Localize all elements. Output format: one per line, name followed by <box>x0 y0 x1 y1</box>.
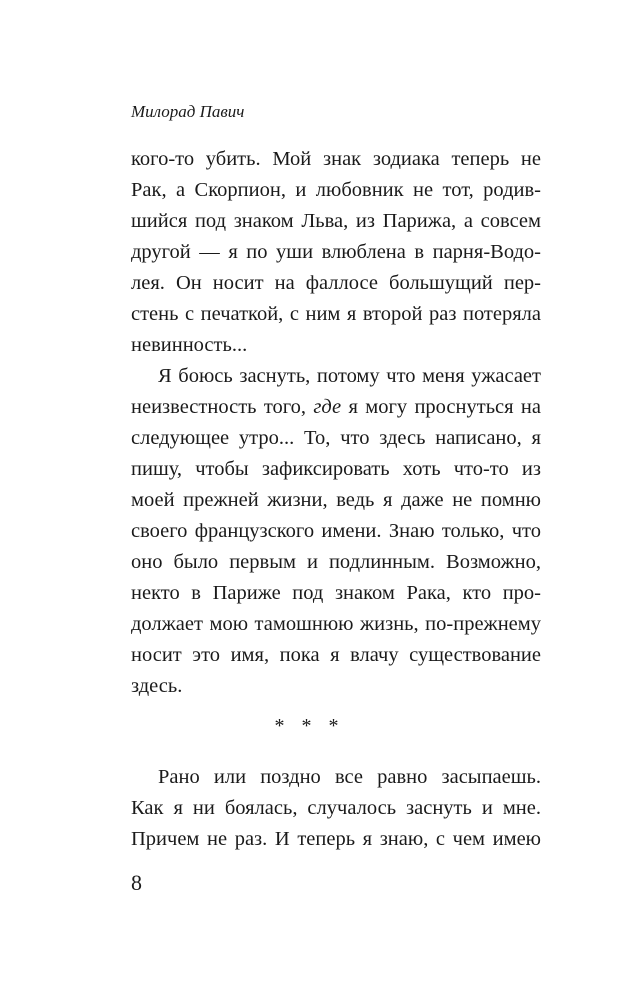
text-line: некто в Париже под знаком Рака, кто про- <box>131 582 541 604</box>
text-line: Я боюсь заснуть, потому что меня ужасает <box>158 365 541 387</box>
body-text-section-1 <box>131 144 541 702</box>
text-line: должает мою тамошнюю жизнь, по-прежнему <box>131 613 541 635</box>
text-line: Рано или поздно все равно засыпаешь. <box>158 766 541 788</box>
text-line: шийся под знаком Льва, из Парижа, а совсем <box>131 210 541 232</box>
text-line: пишу, чтобы зафиксировать хоть что-то из <box>131 458 541 480</box>
italic-emphasis: где <box>313 396 342 418</box>
text-line: Рак, а Скорпион, и любовник не тот, родив- <box>131 179 541 201</box>
text-line-with-italic <box>131 392 541 423</box>
page-number: 8 <box>131 870 142 895</box>
text-segment: я могу проснуться на <box>341 396 541 418</box>
text-line: лея. Он носит на фаллосе большущий пер- <box>131 272 541 294</box>
text-line: невинность... <box>131 334 248 356</box>
text-line: носит это имя, пока я влачу существование <box>131 644 541 666</box>
text-line: Причем не раз. И теперь я знаю, с чем имею <box>131 828 541 850</box>
text-line: Как я ни боялась, случалось заснуть и мне. <box>131 797 541 819</box>
text-line: стень с печаткой, с ним я второй раз потеряла <box>131 303 541 325</box>
text-line: моей прежней жизни, ведь я даже не помню <box>131 489 541 511</box>
text-line: другой — я по уши влюблена в парня-Водо- <box>131 241 541 263</box>
text-line: здесь. <box>131 675 183 697</box>
text-line: своего французского имени. Знаю только, что <box>131 520 541 542</box>
text-line: следующее утро... То, что здесь написано, я <box>131 427 541 449</box>
running-head-author: Милорад Павич <box>131 102 245 121</box>
body-text-section-2 <box>131 762 541 855</box>
text-segment: неизвестность того, <box>131 396 314 418</box>
text-line: оно было первым и подлинным. Возможно, <box>131 551 541 573</box>
section-separator: * * * <box>274 715 345 737</box>
text-line: кого-то убить. Мой знак зодиака теперь не <box>131 148 541 170</box>
